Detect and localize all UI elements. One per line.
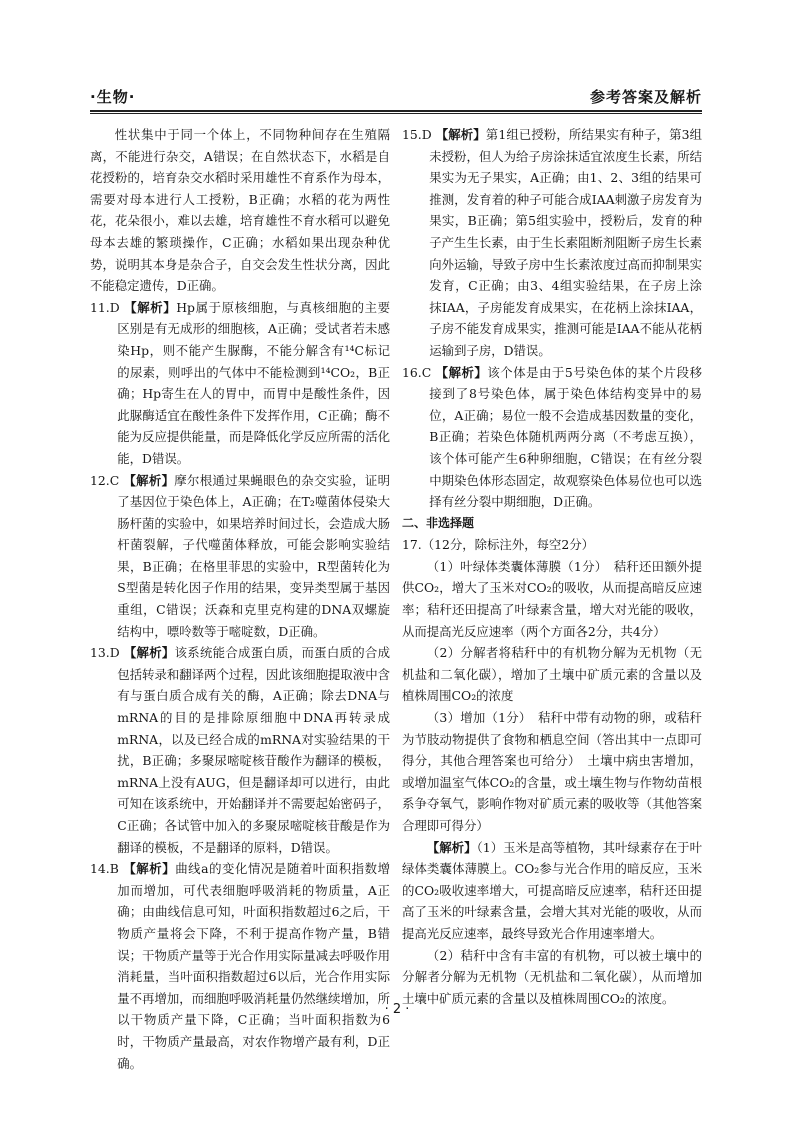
answer-number: 14.B <box>90 861 119 877</box>
answer-text: 该系统能合成蛋白质，而蛋白质的合成包括转录和翻译两个过程，因此该细胞提取液中含有与蛋白质合成有关的酶，A正确；除去DNA与mRNA的目的是排除原细胞中DNA再转录成mRNA，以及已经合成的mRNA对实验结果的干扰，B正确；多聚尿嘧啶核苷酸作为翻译的模板，mRNA上没有AUG，但是翻译却可以进行，由此可知在该系统中，开始翻译并不需要起始密码子，C正确；各试管中加入的多聚尿嘧啶核苷酸是作为翻译的模板，不是翻译的原料，D错误。 <box>117 645 390 855</box>
analysis-tag: 【解析】 <box>435 364 488 380</box>
answer-17-part-1: （1）叶绿体类囊体薄膜（1分） 秸秆还田额外提供CO₂，增大了玉米对CO₂的吸收，从而提高暗反应速率；秸秆还田提高了叶绿素含量，增大对光能的吸收，从而提高光反应速率（两个方面各2分，共4分） <box>402 558 702 639</box>
answer-text: 第1组已授粉，所结果实有种子，第3组未授粉，但人为给子房涂抹适宜浓度生长素，所结果实为无子果实，A正确；由1、2、3组的结果可推测，发育着的种子可能合成IAA刺激子房发育为果实，B正确；第5组实验中，授粉后，发育的种子产生生长素，由于生长素阻断剂阻断子房生长素向外运输，导致子房中生长素浓度过高而抑制果实发育，C正确；由3、4组实验结果，在子房上涂抹IAA，子房能发育成果实，在花柄上涂抹IAA，子房不能发育成果实，推测可能是IAA不能从花柄运输到子房，D错误。 <box>429 127 702 358</box>
section-title: 参考答案及解析 <box>589 88 702 106</box>
analysis-tag: 【解析】 <box>123 645 175 661</box>
answer-number: 13.D <box>90 645 120 661</box>
answer-number: 11.D <box>90 299 120 315</box>
answer-11 <box>90 297 390 470</box>
answer-number: 16.C <box>402 364 432 380</box>
page-header <box>90 86 702 112</box>
answer-text: Hp属于原核细胞，与真核细胞的主要区别是有无成形的细胞核，A正确；受试者若未感染Hp，则不能产生脲酶，不能分解含有¹⁴C标记的尿素，则呼出的气体中不能检测到¹⁴CO₂，B正确；Hp寄生在人的胃中，而胃中是酸性条件，因此脲酶适宜在酸性条件下发挥作用，C正确；酶不能为反应提供能量，而是降低化学反应所需的活化能，D错误。 <box>117 299 390 466</box>
analysis-tag: 【解析】 <box>123 861 176 877</box>
answer-text: 该个体是由于5号染色体的某个片段移接到了8号染色体，属于染色体结构变异中的易位，A正确；易位一般不会造成基因数量的变化，B正确；若染色体随机两两分离（不考虑互换），该个体可能产生6种卵细胞，C错误；在有丝分裂中期染色体形态固定，故观察染色体易位也可以选择有丝分裂中期细胞，D正确。 <box>429 364 702 510</box>
analysis-tag: 【解析】 <box>426 839 477 855</box>
analysis-17-part-2: （2）秸秆中含有丰富的有机物，可以被土壤中的分解者分解为无机物（无机盐和二氧化碳），从而增加土壤中矿质元素的含量以及植株周围CO₂的浓度。 <box>402 947 702 1006</box>
answer-17-part-2: （2）分解者将秸秆中的有机物分解为无机物（无机盐和二氧化碳），增加了土壤中矿质元素的含量以及植株周围CO₂的浓度 <box>402 645 702 704</box>
answer-14 <box>90 858 390 1074</box>
header-rule <box>90 110 702 112</box>
answer-number: 15.D <box>402 127 432 142</box>
answer-13 <box>90 642 390 858</box>
analysis-tag: 【解析】 <box>123 472 175 488</box>
right-column <box>402 124 702 1009</box>
left-column <box>90 124 390 1074</box>
analysis-17-part-1 <box>402 837 702 945</box>
answer-17-part-3: （3）增加（1分） 秸秆中带有动物的卵，或秸秆为节肢动物提供了食物和栖息空间（答出其中一点即可得分，其他合理答案也可给分） 土壤中病虫害增加，或增加温室气体CO₂的含量，或土壤生物与作物幼苗根系争夺氧气，影响作物对矿质元素的吸收等（其他答案合理即可得分） <box>402 710 702 833</box>
analysis-tag: 【解析】 <box>124 299 177 315</box>
answer-16 <box>402 362 702 513</box>
page-number: · 2 · <box>384 1002 410 1017</box>
header-rule-thin <box>90 113 702 114</box>
analysis-text: （1）玉米是高等植物，其叶绿素存在于叶绿体类囊体薄膜上。CO₂参与光合作用的暗反应，玉米的CO₂吸收速率增大，可提高暗反应速率，秸秆还田提高了玉米的叶绿素含量，会增大其对光能的吸收，从而提高光反应速率，最终导致光合作用速率增大。 <box>402 839 702 941</box>
subject-label: ·生物· <box>90 88 136 106</box>
answer-10-continued: 性状集中于同一个体上，不同物种间存在生殖隔离，不能进行杂交，A错误；在自然状态下，水稻是自花授粉的，培育杂交水稻时采用雄性不育系作为母本，需要对母本进行人工授粉，B正确；水稻的花为两性花，花朵很小，难以去雄，培育雄性不育水稻可以避免母本去雄的繁琐操作，C正确；水稻如果出现杂种优势，说明其本身是杂合子，自交会发生性状分离，因此不能稳定遗传，D正确。 <box>90 127 390 294</box>
answer-12 <box>90 470 390 643</box>
answer-number: 12.C <box>90 472 120 488</box>
answer-text: 摩尔根通过果蝇眼色的杂交实验，证明了基因位于染色体上，A正确；在T₂噬菌体侵染大肠杆菌的实验中，如果培养时间过长，会造成大肠杆菌裂解，子代噬菌体释放，可能会影响实验结果，B正确；在格里菲思的实验中，R型菌转化为S型菌是转化因子作用的结果，变异类型属于基因重组，C错误；沃森和克里克构建的DNA双螺旋结构中，嘌呤数等于嘧啶数，D正确。 <box>117 472 391 639</box>
section-heading-nonchoice: 二、非选择题 <box>402 515 475 530</box>
answer-15 <box>402 124 702 362</box>
question-17-header: 17.（12分，除标注外，每空2分） <box>402 537 595 553</box>
answer-text: 曲线a的变化情况是随着叶面积指数增加而增加，可代表细胞呼吸消耗的物质量，A正确；由曲线信息可知，叶面积指数超过6之后，干物质产量将会下降，不利于提高作物产量，B错误；干物质产量等于光合作用实际量减去呼吸作用消耗量，当叶面积指数超过6以后，光合作用实际量不再增加，而细胞呼吸消耗量仍然继续增加，所以干物质产量下降，C正确；当叶面积指数为6时，干物质产量最高，对农作物增产最有利，D正确。 <box>117 861 390 1071</box>
analysis-tag: 【解析】 <box>435 127 486 142</box>
